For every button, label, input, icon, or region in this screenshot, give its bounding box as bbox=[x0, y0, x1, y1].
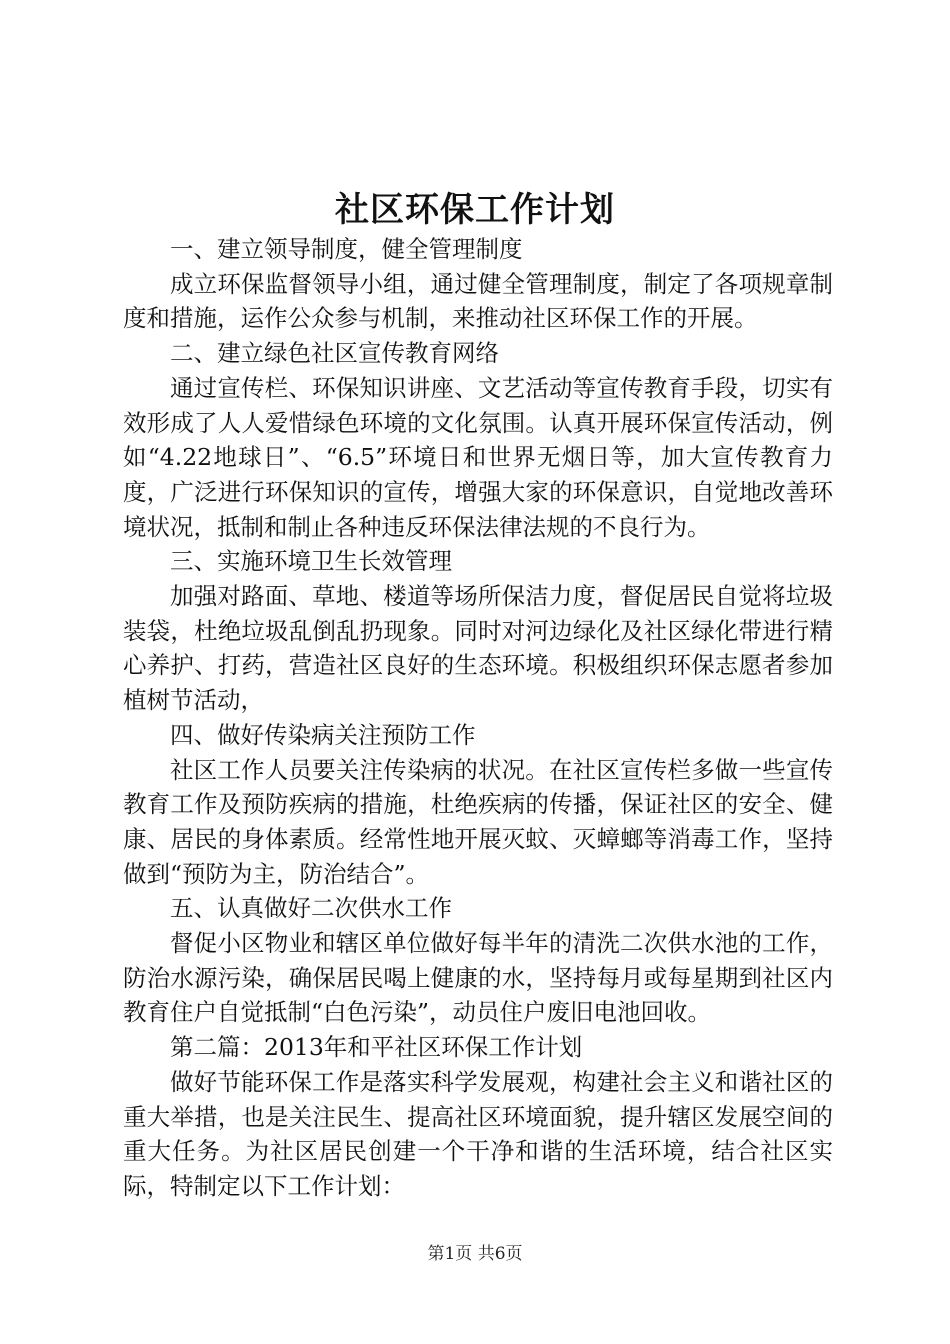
section-heading-3: 三、实施环境卫生长效管理 bbox=[170, 547, 452, 576]
document-body bbox=[123, 232, 833, 1204]
second-article-heading: 第二篇：2013年和平社区环保工作计划 bbox=[170, 1033, 583, 1062]
section-heading-5: 五、认真做好二次供水工作 bbox=[170, 894, 452, 923]
section-paragraph-1: 成立环保监督领导小组，通过健全管理制度，制定了各项规章制度和措施，运作公众参与机制，来推动社区环保工作的开展。 bbox=[123, 269, 833, 333]
section-heading-1: 一、建立领导制度，健全管理制度 bbox=[170, 235, 523, 263]
section-paragraph-4: 社区工作人员要关注传染病的状况。在社区宣传栏多做一些宣传教育工作及预防疾病的措施，杜绝疾病的传播，保证社区的安全、健康、居民的身体素质。经常性地开展灭蚊、灭蟑螂等消毒工作，坚持做到“预防为主，防治结合”。 bbox=[123, 755, 833, 888]
section-paragraph-3: 加强对路面、草地、楼道等场所保洁力度，督促居民自觉将垃圾装袋，杜绝垃圾乱倒乱扔现象。同时对河边绿化及社区绿化带进行精心养护、打药，营造社区良好的生态环境。积极组织环保志愿者参加植树节活动， bbox=[123, 582, 833, 715]
document-title: 社区环保工作计划 bbox=[335, 190, 615, 230]
section-paragraph-2: 通过宣传栏、环保知识讲座、文艺活动等宣传教育手段，切实有效形成了人人爱惜绿色环境的文化氛围。认真开展环保宣传活动，例如“4.22地球日”、“6.5”环境日和世界无烟日等，加大宣传教育力度，广泛进行环保知识的宣传，增强大家的环保意识，自觉地改善环境状况，抵制和制止各种违反环保法律法规的不良行为。 bbox=[123, 373, 833, 541]
second-article-intro: 做好节能环保工作是落实科学发展观，构建社会主义和谐社区的重大举措，也是关注民生、提高社区环境面貌，提升辖区发展空间的重大任务。为社区居民创建一个干净和谐的生活环境，结合社区实际，特制定以下工作计划： bbox=[123, 1067, 833, 1200]
section-heading-4: 四、做好传染病关注预防工作 bbox=[170, 720, 476, 749]
section-paragraph-5: 督促小区物业和辖区单位做好每半年的清洗二次供水池的工作，防治水源污染，确保居民喝上健康的水，坚持每月或每星期到社区内教育住户自觉抵制“白色污染”，动员住户废旧电池回收。 bbox=[123, 929, 833, 1027]
section-heading-2: 二、建立绿色社区宣传教育网络 bbox=[170, 339, 499, 368]
page-number-footer: 第1页 共6页 bbox=[427, 1244, 523, 1264]
